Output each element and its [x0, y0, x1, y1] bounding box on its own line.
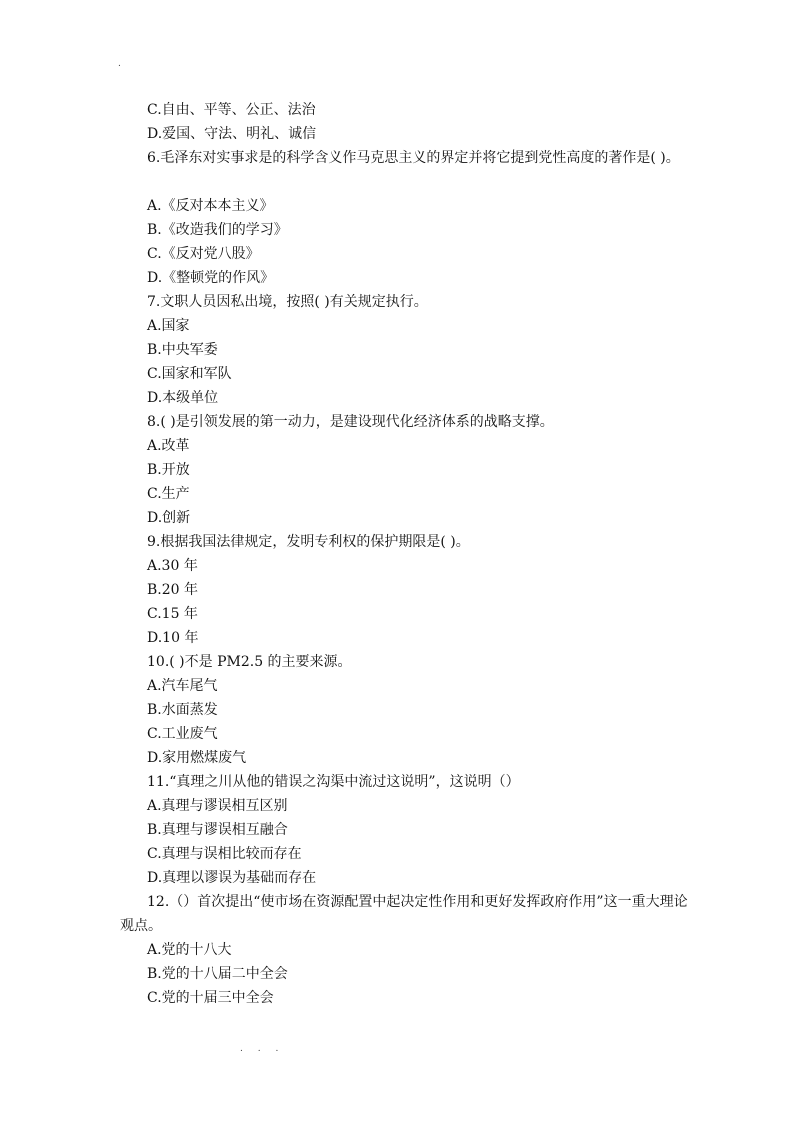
option-b-q6: B.《改造我们的学习》 [147, 222, 288, 238]
option-a-q7: A.国家 [147, 318, 190, 334]
option-d-q6: D.《整顿党的作风》 [147, 270, 275, 286]
option-d-q9: D.10 年 [147, 630, 199, 646]
option-c-q10: C.工业废气 [147, 726, 218, 742]
option-c-q11: C.真理与误相比较而存在 [147, 846, 302, 862]
option-d-q10: D.家用燃煤废气 [147, 750, 247, 766]
question-8: 8.( )是引领发展的第一动力，是建设现代化经济体系的战略支撑。 [147, 414, 554, 430]
option-a-q9: A.30 年 [147, 558, 198, 574]
option-b-q10: B.水面蒸发 [147, 702, 218, 718]
option-d-q8: D.创新 [147, 510, 191, 526]
option-d-q11: D.真理以谬误为基础而存在 [147, 870, 317, 886]
option-d-q7: D.本级单位 [147, 390, 219, 406]
option-b-q7: B.中央军委 [147, 342, 218, 358]
question-10: 10.( )不是 PM2.5 的主要来源。 [147, 654, 352, 670]
option-c-q6: C.《反对党八股》 [147, 246, 260, 262]
option-a-q6: A.《反对本本主义》 [147, 198, 274, 214]
option-b-q12: B.党的十八届二中全会 [147, 966, 288, 982]
option-c-q5: C.自由、平等、公正、法治 [147, 102, 316, 118]
option-b-q8: B.开放 [147, 462, 190, 478]
option-b-q9: B.20 年 [147, 582, 199, 598]
option-c-q8: C.生产 [147, 486, 190, 502]
blank-line [120, 170, 690, 194]
question-6: 6.毛泽东对实事求是的科学含义作马克思主义的界定并将它提到党性高度的著作是( )。 [147, 150, 680, 166]
option-d-q5: D.爱国、守法、明礼、诚信 [147, 126, 317, 142]
question-12: 12.（）首次提出“使市场在资源配置中起决定性作用和更好发挥政府作用”这一重大理论观点。 [120, 894, 688, 934]
option-b-q11: B.真理与谬误相互融合 [147, 822, 288, 838]
option-a-q11: A.真理与谬误相互区别 [147, 798, 288, 814]
footer-mark: . . . [240, 1044, 285, 1054]
option-a-q12: A.党的十八大 [147, 942, 232, 958]
option-a-q10: A.汽车尾气 [147, 678, 218, 694]
question-7: 7.文职人员因私出境，按照( )有关规定执行。 [147, 294, 428, 310]
option-c-q12: C.党的十届三中全会 [147, 990, 274, 1006]
option-a-q8: A.改革 [147, 438, 190, 454]
question-9: 9.根据我国法律规定，发明专利权的保护期限是( )。 [147, 534, 470, 550]
option-c-q9: C.15 年 [147, 606, 198, 622]
question-list [120, 98, 690, 1010]
question-11: 11.“真理之川从他的错误之沟渠中流过这说明”，这说明（） [147, 774, 520, 790]
header-mark: . [118, 59, 121, 69]
option-c-q7: C.国家和军队 [147, 366, 232, 382]
